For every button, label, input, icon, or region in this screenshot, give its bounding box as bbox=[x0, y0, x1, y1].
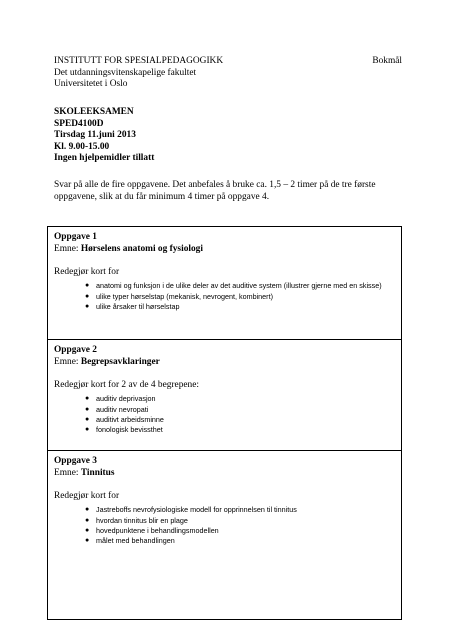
task-subject bbox=[54, 244, 395, 256]
subject-prefix: Emne: bbox=[54, 243, 81, 254]
university-name: Universitetet i Oslo bbox=[54, 79, 128, 90]
list-item-text: anatomi og funksjon i de ulike deler av det auditive system (illustrer gjerne med en skisse) bbox=[96, 281, 382, 291]
bullet-icon: ● bbox=[85, 282, 90, 290]
course-code: SPED4100D bbox=[54, 118, 104, 129]
bullet-icon: ● bbox=[85, 426, 90, 434]
list-item-text: målet med behandlingen bbox=[96, 536, 175, 546]
exam-info bbox=[54, 107, 154, 165]
task-2 bbox=[47, 339, 402, 450]
list-item bbox=[86, 292, 395, 302]
subject-prefix: Emne: bbox=[54, 467, 81, 478]
list-item-text: auditiv deprivasjon bbox=[96, 394, 156, 404]
task-list bbox=[54, 281, 395, 312]
subject-prefix: Emne: bbox=[54, 356, 81, 367]
list-item bbox=[86, 394, 395, 404]
header bbox=[54, 56, 402, 91]
list-item bbox=[86, 302, 395, 312]
task-subject bbox=[54, 468, 395, 480]
faculty-name: Det utdanningsvitenskapelige fakultet bbox=[54, 67, 197, 78]
task-list bbox=[54, 505, 395, 546]
list-item-text: hovedpunktene i behandlingsmodellen bbox=[96, 525, 219, 535]
exam-date: Tirsdag 11.juni 2013 bbox=[54, 130, 136, 141]
list-item bbox=[86, 281, 395, 291]
task-1 bbox=[47, 226, 402, 339]
list-item bbox=[86, 505, 395, 515]
list-item bbox=[86, 425, 395, 435]
task-subject bbox=[54, 357, 395, 369]
subject-name: Begrepsavklaringer bbox=[80, 356, 160, 367]
bullet-icon: ● bbox=[85, 292, 90, 300]
bullet-icon: ● bbox=[85, 506, 90, 514]
task-instruction: Redegjør kort for 2 av de 4 begrepene: bbox=[54, 379, 199, 390]
exam-aids: Ingen hjelpemidler tillatt bbox=[54, 153, 155, 164]
exam-time: Kl. 9.00-15.00 bbox=[54, 141, 110, 152]
list-item-text: auditiv nevropati bbox=[96, 404, 149, 414]
task-title: Oppgave 2 bbox=[54, 345, 97, 355]
list-item-text: ulike årsaker til hørselstap bbox=[96, 301, 180, 311]
list-item-text: hvordan tinnitus blir en plage bbox=[96, 515, 188, 525]
bullet-icon: ● bbox=[85, 405, 90, 413]
list-item-text: ulike typer hørselstap (mekanisk, nevrogent, kombinert) bbox=[96, 291, 273, 301]
list-item bbox=[86, 526, 395, 536]
subject-name: Hørselens anatomi og fysiologi bbox=[80, 243, 203, 254]
task-title: Oppgave 3 bbox=[54, 456, 97, 466]
task-3 bbox=[47, 450, 402, 620]
intro-text: Svar på alle de fire oppgavene. Det anbefales å bruke ca. 1,5 – 2 timer på de tre første oppgavene, slik at du får minimum 4 timer på oppgave 4. bbox=[54, 180, 376, 202]
task-title: Oppgave 1 bbox=[54, 232, 97, 242]
header-row bbox=[54, 56, 402, 68]
bullet-icon: ● bbox=[85, 302, 90, 310]
task-instruction: Redegjør kort for bbox=[54, 490, 120, 501]
list-item-text: Jastreboffs nevrofysiologiske modell for opprinnelsen til tinnitus bbox=[96, 505, 297, 515]
task-instruction: Redegjør kort for bbox=[54, 266, 120, 277]
bullet-icon: ● bbox=[85, 415, 90, 423]
list-item bbox=[86, 516, 395, 526]
list-item bbox=[86, 415, 395, 425]
exam-type: SKOLEEKSAMEN bbox=[54, 107, 134, 117]
language-label: Bokmål bbox=[372, 56, 402, 66]
list-item-text: fonologisk bevissthet bbox=[96, 425, 163, 435]
institute-name: INSTITUTT FOR SPESIALPEDAGOGIKK bbox=[54, 56, 224, 66]
list-item bbox=[86, 405, 395, 415]
list-item-text: auditivt arbeidsminne bbox=[96, 414, 164, 424]
list-item bbox=[86, 536, 395, 546]
bullet-icon: ● bbox=[85, 526, 90, 534]
bullet-icon: ● bbox=[85, 537, 90, 545]
task-list bbox=[54, 394, 395, 435]
bullet-icon: ● bbox=[85, 395, 90, 403]
tasks-table bbox=[47, 226, 402, 620]
subject-name: Tinnitus bbox=[80, 467, 115, 478]
bullet-icon: ● bbox=[85, 516, 90, 524]
